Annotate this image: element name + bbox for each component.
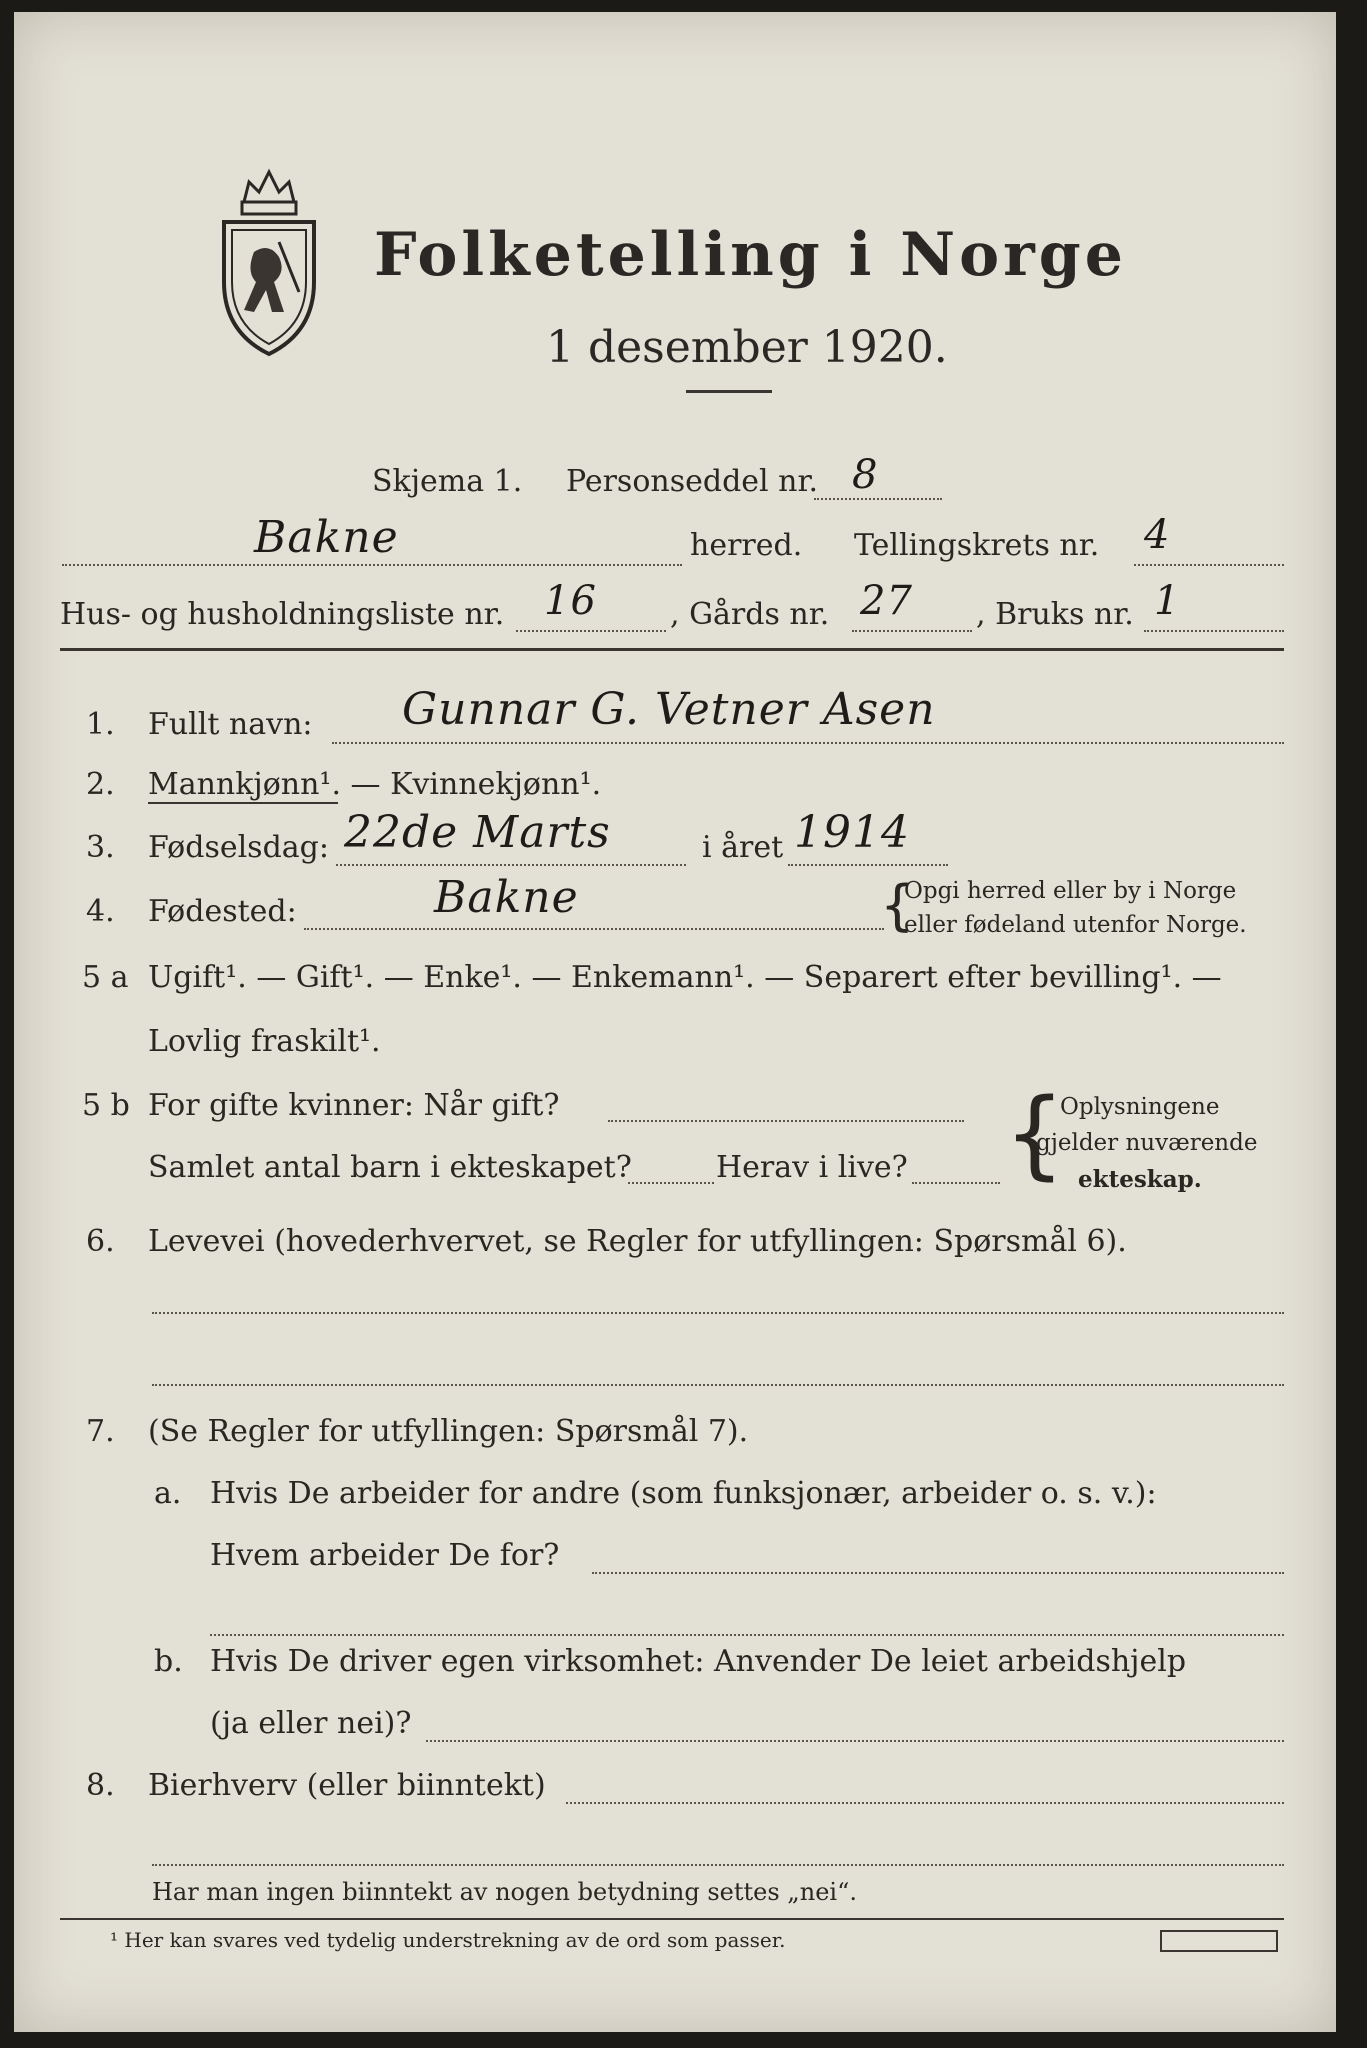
bruks-label: , Bruks nr. (976, 597, 1134, 632)
q5b-barn-field[interactable] (628, 1182, 714, 1184)
q2-number: 2. (86, 767, 115, 802)
header-divider (60, 648, 1284, 651)
q6-label: Levevei (hovederhvervet, se Regler for utfyllingen: Spørsmål 6). (148, 1224, 1127, 1259)
herred-label: herred. (690, 528, 803, 563)
q3-date-value: 22de Marts (344, 807, 611, 858)
q5a-number: 5 a (82, 960, 129, 995)
q3-number: 3. (86, 830, 115, 865)
personseddel-field[interactable] (814, 498, 942, 500)
q5b-brace: { (1004, 1078, 1066, 1190)
form-title: Folketelling i Norge (374, 220, 1127, 290)
bruks-value: 1 (1154, 578, 1181, 624)
q2-underline-mannkjonn (148, 802, 338, 804)
bruks-field[interactable] (1144, 630, 1284, 632)
q2-label: Mannkjønn¹. — Kvinnekjønn¹. (148, 767, 602, 802)
q5b-label-3: Herav i live? (716, 1150, 908, 1185)
q5b-label-2: Samlet antal barn i ekteskapet? (148, 1150, 632, 1185)
gards-value: 27 (860, 578, 913, 624)
q7a-number: a. (154, 1476, 182, 1511)
personseddel-value: 8 (852, 452, 879, 498)
herred-field[interactable] (62, 564, 682, 566)
form-date: 1 desember 1920. (546, 322, 948, 373)
tellingskrets-value: 4 (1144, 512, 1171, 558)
q4-note-2: eller fødeland utenfor Norge. (904, 912, 1247, 938)
q4-field[interactable] (304, 928, 884, 930)
q1-value: Gunnar G. Vetner Asen (402, 684, 936, 735)
q5b-note-1: Oplysningene (1060, 1094, 1220, 1120)
q4-value: Bakne (434, 872, 579, 923)
q7a-label: Hvis De arbeider for andre (som funksjonær, arbeider o. s. v.): (210, 1476, 1157, 1511)
q1-number: 1. (86, 707, 115, 742)
q5b-label: For gifte kvinner: Når gift? (148, 1088, 560, 1123)
husholdningsliste-field[interactable] (516, 630, 666, 632)
tellingskrets-field[interactable] (1134, 564, 1284, 566)
norwegian-coat-of-arms-icon (214, 162, 324, 362)
q3-year-value: 1914 (794, 807, 910, 858)
q4-label: Fødested: (148, 894, 297, 929)
q4-brace: { (880, 874, 915, 937)
q7b-label: Hvis De driver egen virksomhet: Anvender De leiet arbeidshjelp (210, 1644, 1187, 1679)
q1-field[interactable] (332, 742, 1284, 744)
tellingskrets-label: Tellingskrets nr. (854, 528, 1100, 563)
q7b-number: b. (154, 1644, 183, 1679)
gards-field[interactable] (852, 630, 972, 632)
q4-number: 4. (86, 894, 115, 929)
q5b-note-2: gjelder nuværende (1036, 1130, 1258, 1156)
q7a-field[interactable] (592, 1572, 1284, 1574)
q7b-label-2: (ja eller nei)? (210, 1706, 412, 1741)
q8-label: Bierhverv (eller biinntekt) (148, 1768, 546, 1803)
q1-label: Fullt navn: (148, 707, 313, 742)
q6-number: 6. (86, 1224, 115, 1259)
q5b-number: 5 b (82, 1088, 130, 1123)
q5b-ilive-field[interactable] (912, 1182, 1000, 1184)
q7-label: (Se Regler for utfyllingen: Spørsmål 7). (148, 1414, 749, 1449)
q7b-field[interactable] (426, 1740, 1284, 1742)
q8-field-2[interactable] (152, 1864, 1284, 1866)
q3-year-label: i året (702, 830, 784, 865)
footer-divider (60, 1918, 1284, 1920)
footnote: ¹ Her kan svares ved tydelig understrekning av de ord som passer. (110, 1928, 786, 1952)
title-divider (686, 390, 772, 393)
q5b-note-3: ekteskap. (1078, 1166, 1202, 1193)
husholdningsliste-value: 16 (544, 578, 597, 624)
q6-field-2[interactable] (152, 1384, 1284, 1386)
q8-number: 8. (86, 1768, 115, 1803)
q7a-field-2[interactable] (210, 1634, 1284, 1636)
q4-note-1: Opgi herred eller by i Norge (904, 878, 1237, 904)
q6-field-1[interactable] (152, 1312, 1284, 1314)
census-form (14, 12, 1336, 2032)
q3-date-field[interactable] (336, 864, 686, 866)
q3-label: Fødselsdag: (148, 830, 329, 865)
q7-number: 7. (86, 1414, 115, 1449)
personseddel-label: Personseddel nr. (566, 464, 819, 499)
q3-year-field[interactable] (788, 864, 948, 866)
herred-value: Bakne (254, 512, 399, 563)
husholdningsliste-label: Hus- og husholdningsliste nr. (60, 597, 505, 632)
q5b-gift-field[interactable] (608, 1120, 964, 1122)
skjema-label: Skjema 1. (372, 464, 523, 499)
q5a-label: Ugift¹. — Gift¹. — Enke¹. — Enkemann¹. — Separert efter bevilling¹. — (148, 960, 1222, 995)
q8-note: Har man ingen biinntekt av nogen betydning settes „nei“. (152, 1878, 857, 1906)
printer-stamp (1160, 1930, 1278, 1952)
q5a-label-2: Lovlig fraskilt¹. (148, 1024, 381, 1059)
q8-field[interactable] (566, 1802, 1284, 1804)
q7a-label-2: Hvem arbeider De for? (210, 1538, 560, 1573)
gards-label: , Gårds nr. (670, 597, 830, 632)
